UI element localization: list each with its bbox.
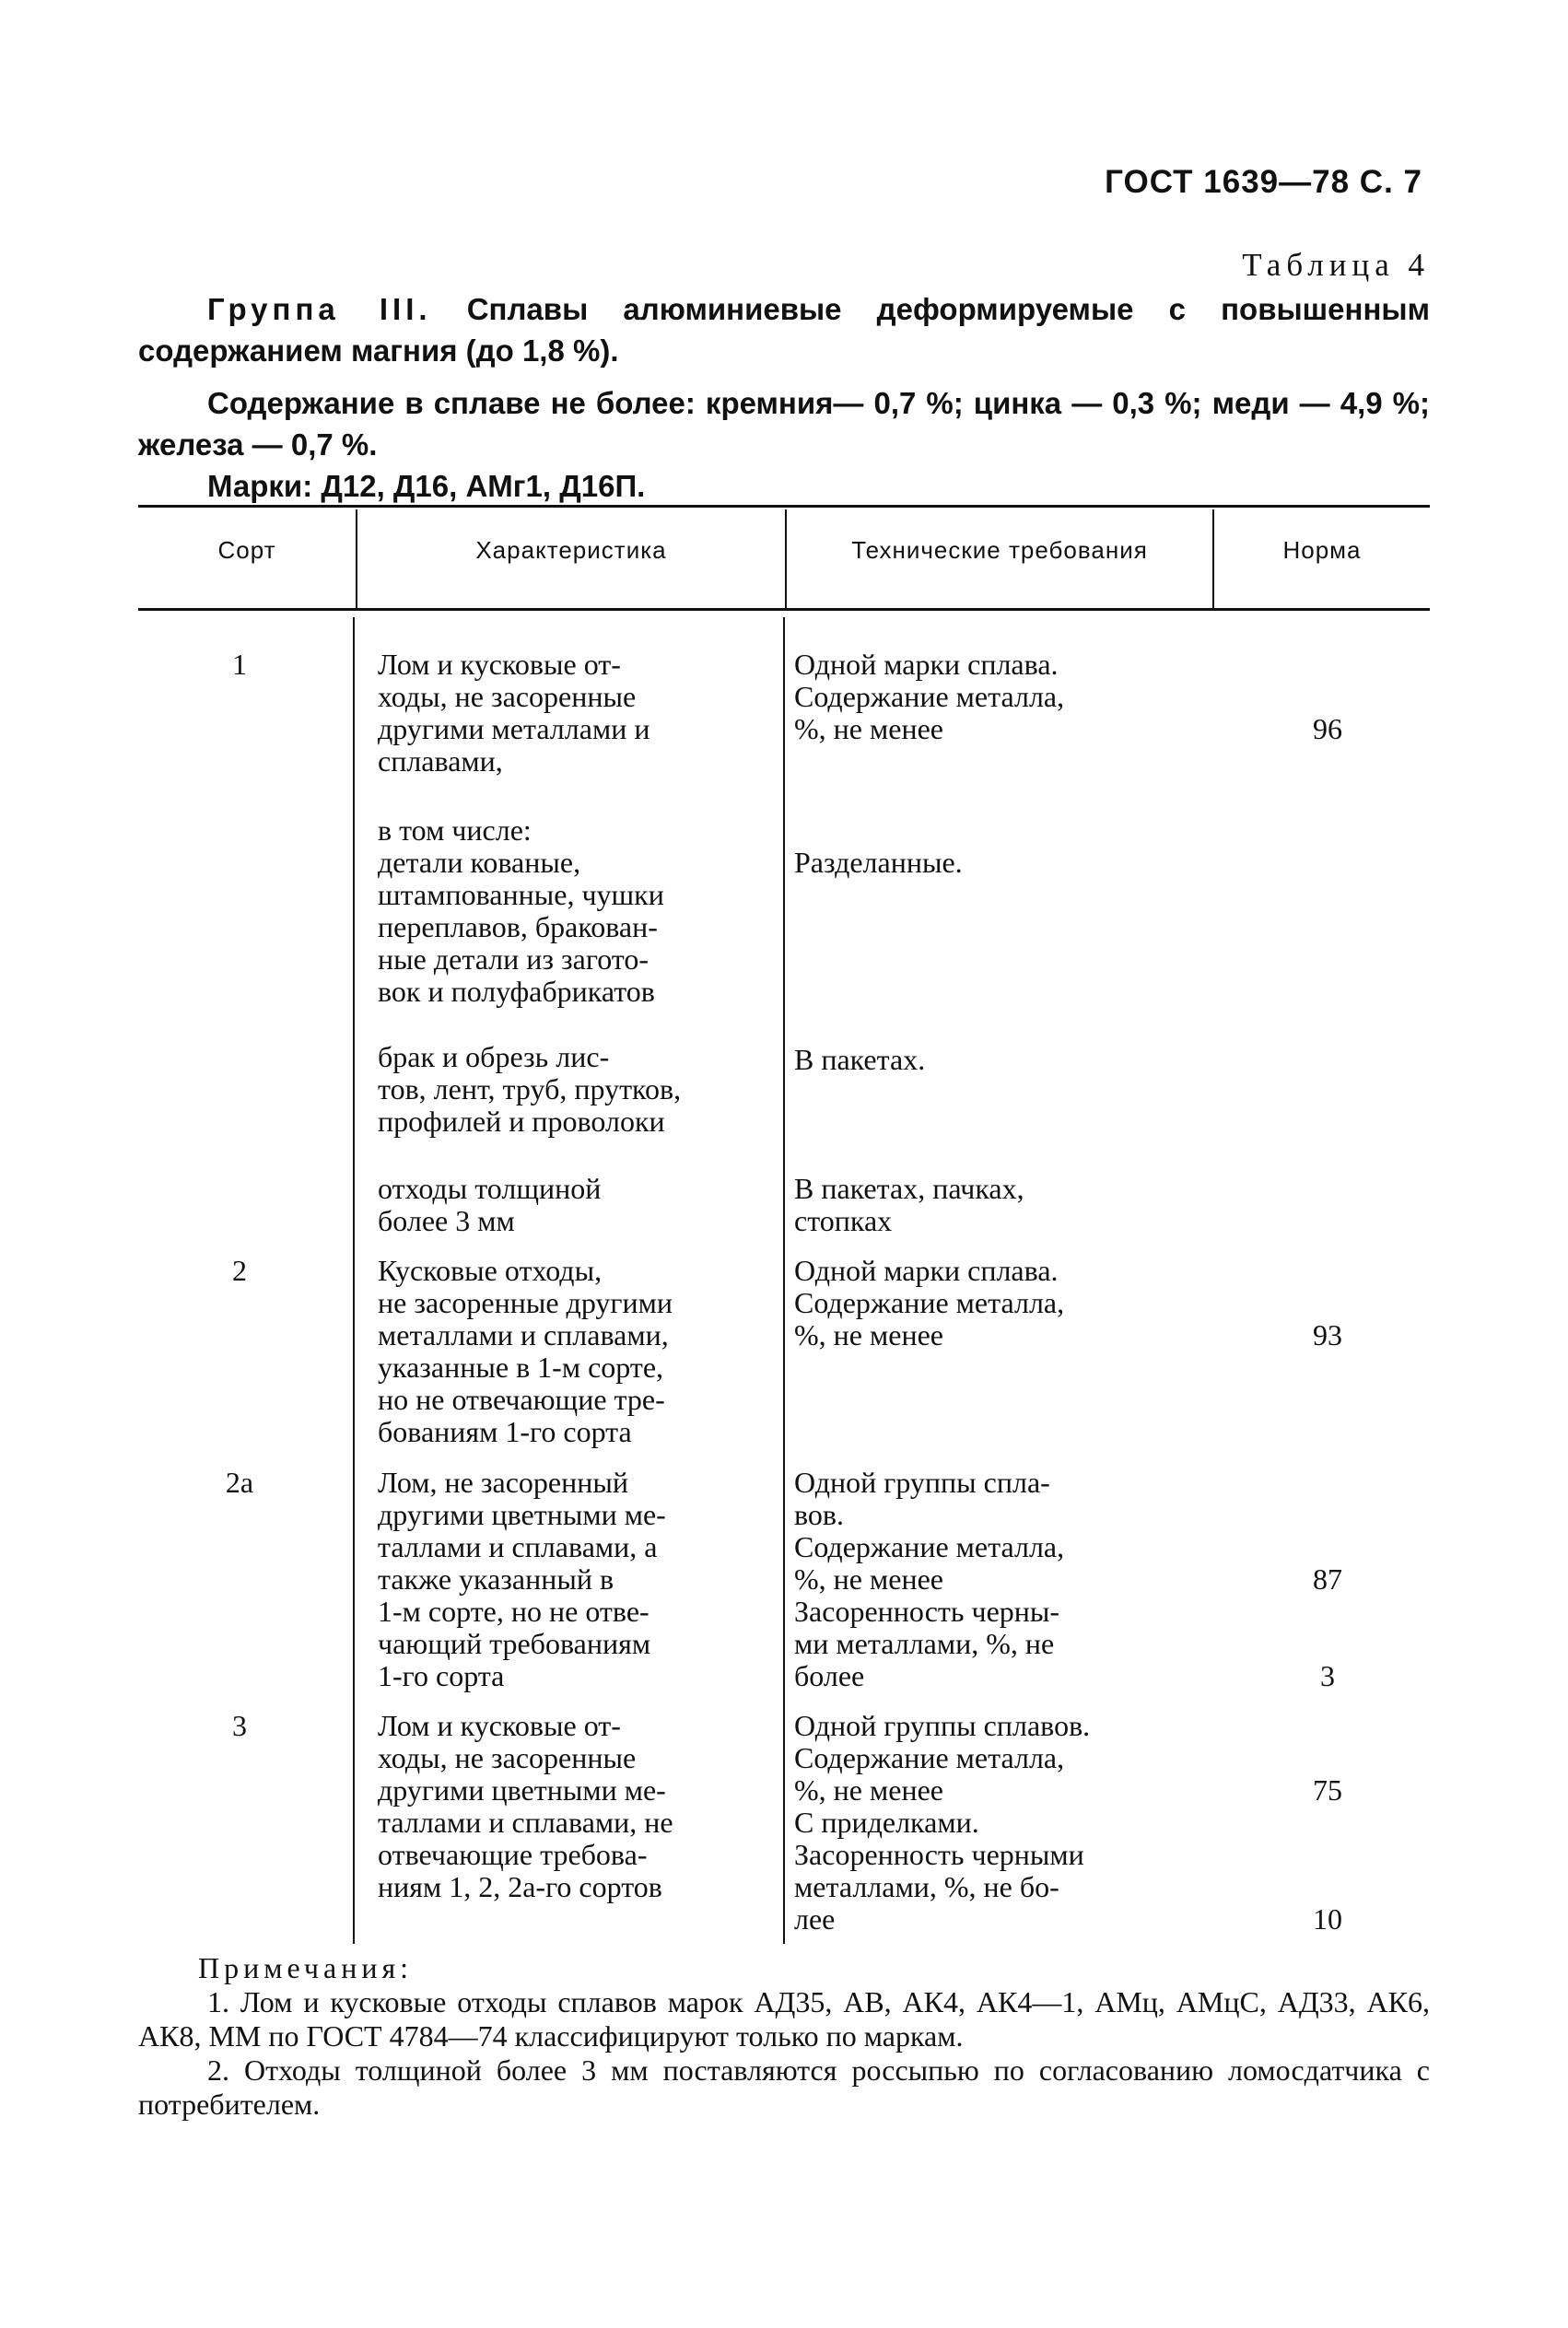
group-label: Группа III. xyxy=(207,292,432,326)
table-label: Таблица 4 xyxy=(1242,247,1430,283)
row-2a-norm-impurity: 3 xyxy=(1320,1659,1335,1692)
row-3-norm-content: 75 xyxy=(1313,1773,1342,1807)
notes xyxy=(138,1951,1430,2122)
notes-title: Примечания: xyxy=(198,1951,414,1984)
row-1-requirements: Одной марки сплава. Содержание металла, %, не менее xyxy=(794,648,1065,745)
note-2: 2. Отходы толщиной более 3 мм поставляются россыпью по согласованию ломосдатчика с потребителем. xyxy=(138,2053,1430,2121)
row-1b-requirements: В пакетах. xyxy=(794,1043,926,1076)
row-2a-requirements: Одной группы спла- вов. Содержание металла, %, не менее Засоренность черны- ми металлами, %, не более xyxy=(794,1466,1065,1692)
row-1c-characteristic: отходы толщиной более 3 мм xyxy=(378,1172,602,1237)
row-1-sort: 1 xyxy=(232,648,247,681)
row-3-requirements: Одной группы сплавов. Содержание металла, %, не менее С приделками. Засоренность черными металлами, %, не бо- лее xyxy=(794,1709,1091,1936)
column-header-norm: Норма xyxy=(1282,536,1362,564)
group-title-text: Сплавы алюминиевые деформируемые с повышенным содержанием магния (до 1,8 %). xyxy=(138,292,1430,368)
grades-line: Марки: Д12, Д16, АМг1, Д16П. xyxy=(207,469,646,503)
group-title xyxy=(138,288,1430,371)
table-intro xyxy=(138,288,1430,507)
body-divider-1 xyxy=(353,617,355,1944)
table-header-rule xyxy=(138,608,1430,611)
row-3-norm-impurity: 10 xyxy=(1313,1902,1342,1936)
row-1-characteristic: Лом и кусковые от- ходы, не засоренные другими металлами и сплавами, xyxy=(378,648,650,778)
row-1-norm: 96 xyxy=(1313,712,1342,745)
row-1a-requirements: Разделанные. xyxy=(794,846,963,879)
column-header-requirements: Технические требования xyxy=(851,536,1148,564)
row-1a-characteristic: в том числе: детали кованые, штампованные, чушки переплавов, бракован- ные детали из загото- вок и полуфабрикатов xyxy=(378,813,664,1008)
row-1c-requirements: В пакетах, пачках, стопках xyxy=(794,1172,1024,1237)
column-header-sort: Сорт xyxy=(217,536,276,564)
note-1: 1. Лом и кусковые отходы сплавов марок АД35, АВ, АК4, АК4—1, АМц, АМцС, АД33, АК6, АК8, ММ по ГОСТ 4784—74 классифицируют только по маркам. xyxy=(138,1985,1430,2053)
page-header: ГОСТ 1639—78 С. 7 xyxy=(1105,164,1422,200)
row-2-characteristic: Кусковые отходы, не засоренные другими металлами и сплавами, указанные в 1-м сорте, но не отвечающие тре- бованиям 1-го сорта xyxy=(378,1254,673,1448)
row-3-sort: 3 xyxy=(232,1709,247,1742)
row-2a-norm-content: 87 xyxy=(1313,1562,1342,1596)
row-2-sort: 2 xyxy=(232,1254,247,1287)
row-2a-characteristic: Лом, не засоренный другими цветными ме- таллами и сплавами, а также указанный в 1-м сорте, но не отве- чающий требованиям 1-го сорта xyxy=(378,1466,666,1692)
row-2-norm: 93 xyxy=(1313,1318,1342,1351)
table-top-rule xyxy=(138,505,1430,508)
content-line: Содержание в сплаве не более: кремния— 0,7 %; цинка — 0,3 %; меди — 4,9 %; железа — 0,7 %. xyxy=(138,386,1430,462)
column-header-characteristic: Характеристика xyxy=(475,536,667,564)
row-2a-sort: 2а xyxy=(225,1466,254,1499)
body-divider-2 xyxy=(783,617,785,1944)
row-3-characteristic: Лом и кусковые от- ходы, не засоренные другими цветными ме- таллами и сплавами, не отвечающие требова- ниям 1, 2, 2а-го сортов xyxy=(378,1709,673,1903)
row-2-requirements: Одной марки сплава. Содержание металла, %, не менее xyxy=(794,1254,1065,1351)
row-1b-characteristic: брак и обрезь лис- тов, лент, труб, прутков, профилей и проволоки xyxy=(378,1040,682,1138)
